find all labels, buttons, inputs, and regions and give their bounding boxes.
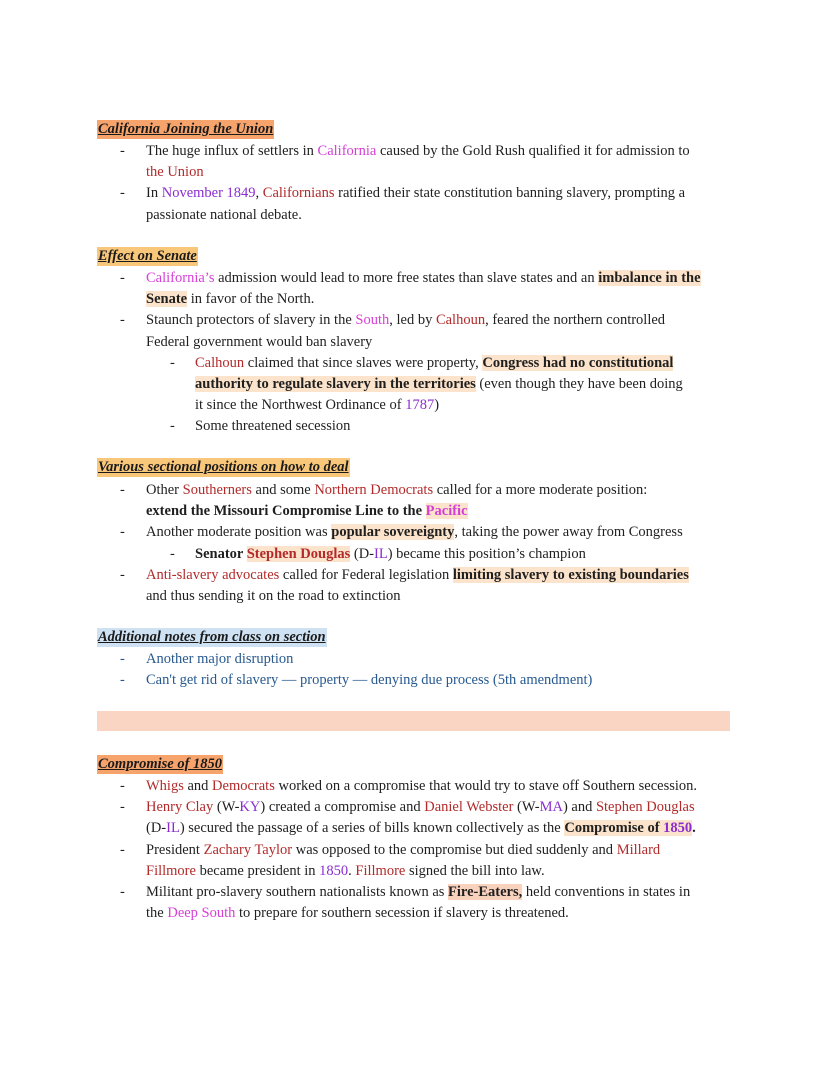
state: KY [239,799,261,816]
bullet-dash: - [120,566,125,583]
text: ratified their state constitution banning slavery, prompting a [334,185,686,202]
highlight: Congress had no constitutional [482,354,674,371]
text: ) became this position’s champion [387,545,586,562]
people: Californians [262,185,335,202]
place: Pacific [425,503,468,520]
highlight: Fire-Eaters, [448,884,523,901]
state: MA [539,799,563,816]
list-notes [0,649,828,691]
list-item [0,840,734,882]
place: Deep South [167,905,236,922]
heading-california: California Joining the Union [98,121,274,137]
place-california: California [317,143,377,159]
text: the Union [146,164,204,181]
bullet-dash: - [120,482,125,498]
person: Stephen Douglas [246,545,351,562]
text: President [146,841,204,858]
list-compromise [0,776,828,924]
text: , feared the northern controlled [485,312,666,329]
list-item [0,183,734,225]
list-item [0,268,734,310]
people: Northern Democrats [314,482,434,498]
date: 1850 [663,820,693,837]
bullet-dash: - [120,312,125,329]
text: The huge influx of settlers in [146,143,318,159]
bullet-dash: - [120,799,125,816]
text: . [348,862,356,879]
text: was opposed to the compromise but died suddenly and [292,841,617,858]
bold-text: Senator [195,545,247,562]
text: (W- [213,799,240,816]
party: Democrats [212,778,275,794]
text: Staunch protectors of slavery in the [146,312,356,329]
text: the [146,905,168,922]
text: ) [434,397,440,414]
text: Some threatened secession [195,418,351,435]
list-item [0,670,734,691]
person: Daniel Webster [424,799,514,816]
person: Calhoun [435,312,486,329]
person: Fillmore [146,862,196,879]
text: to prepare for southern secession if slavery is threatened. [235,905,569,922]
text: and some [251,482,315,498]
text: , [255,185,263,202]
state: IL [166,820,180,837]
list-item [0,797,734,839]
text: held conventions in states in [522,884,691,901]
bullet-dash: - [120,651,125,667]
list-item [0,522,734,543]
section-divider-bar [97,711,730,731]
text: Another moderate position was [146,524,332,541]
text: became president in [195,862,320,879]
state: IL [374,545,388,562]
people: Anti-slavery advocates [146,566,280,583]
sub-list-item [0,544,735,565]
bold-text: extend the Missouri Compromise Line to the [146,503,426,520]
sub-list-item [0,353,735,417]
text: and thus sending it on the road to extinction [146,588,401,605]
list-item [0,776,734,797]
text: , taking the power away from Congress [454,524,683,541]
person: Zachary Taylor [203,841,293,858]
place: South [355,312,390,329]
text: called for Federal legislation [279,566,453,583]
sub-list-item [0,416,735,437]
text: Federal government would ban slavery [146,333,373,350]
bullet-dash: - [170,545,175,562]
text: caused by the Gold Rush qualified it for admission to [376,143,690,159]
text: ) created a compromise and [260,799,425,816]
heading-senate: Effect on Senate [98,248,197,264]
text: called for a more moderate position: [433,482,648,498]
bullet-dash: - [120,270,125,286]
list-item [0,565,734,607]
bullet-dash: - [170,418,175,435]
highlight: popular sovereignty [331,524,455,541]
person: Fillmore [355,862,406,879]
list-item [0,310,734,352]
text: in favor of the North. [187,291,315,308]
list-california [0,141,828,226]
list-sectional [0,480,828,607]
date: 1850 [319,862,349,879]
person: Millard [616,841,661,858]
text: claimed that since slaves were property, [244,354,483,371]
bullet-dash: - [170,354,175,371]
list-item [0,480,734,522]
text: . [692,820,696,837]
text: , led by [389,312,436,329]
text: worked on a compromise that would try to stave off Southern secession. [274,778,698,794]
party: Whigs [146,778,184,794]
text: passionate national debate. [146,206,302,223]
text: ) and [562,799,596,816]
list-senate [0,268,828,438]
text: (W- [513,799,540,816]
bullet-dash: - [120,841,125,858]
bullet-dash: - [120,778,125,794]
heading-compromise: Compromise of 1850 [98,756,223,772]
text: Other [146,482,183,498]
person: Henry Clay [146,799,214,816]
bullet-dash: - [120,143,125,159]
text: In [146,185,162,202]
text: Militant pro-slavery southern nationalists known as [146,884,449,901]
text: it since the Northwest Ordinance of [195,397,406,414]
highlight: imbalance in the [598,270,701,286]
place: California’s [146,270,215,286]
text: ) secured the passage of a series of bills known collectively as the [179,820,565,837]
text: and [183,778,213,794]
highlight: Compromise of [564,820,664,837]
bullet-dash: - [120,185,125,202]
list-item [0,141,734,183]
bullet-dash: - [120,524,125,541]
text: (even though they have been doing [475,376,683,393]
text: signed the bill into law. [405,862,545,879]
highlight: authority to regulate slavery in the territories [195,376,476,393]
text: admission would lead to more free states than slave states and an [214,270,599,286]
person: Stephen Douglas [595,799,695,816]
list-item [0,882,734,924]
heading-notes: Additional notes from class on section [98,629,326,645]
date: 1787 [405,397,435,414]
note-text: Another major disruption [146,651,294,667]
heading-sectional: Various sectional positions on how to deal [98,459,349,475]
bullet-dash: - [120,672,125,689]
highlight: limiting slavery to existing boundaries [452,566,689,583]
text: (D- [350,545,375,562]
note-text: Can't get rid of slavery — property — denying due process (5th amendment) [146,672,593,689]
list-item [0,649,734,670]
person: Calhoun [195,354,245,371]
date: November 1849 [161,185,256,202]
people: Southerners [182,482,252,498]
highlight: Senate [146,291,188,308]
text: (D- [146,820,167,837]
bullet-dash: - [120,884,125,901]
